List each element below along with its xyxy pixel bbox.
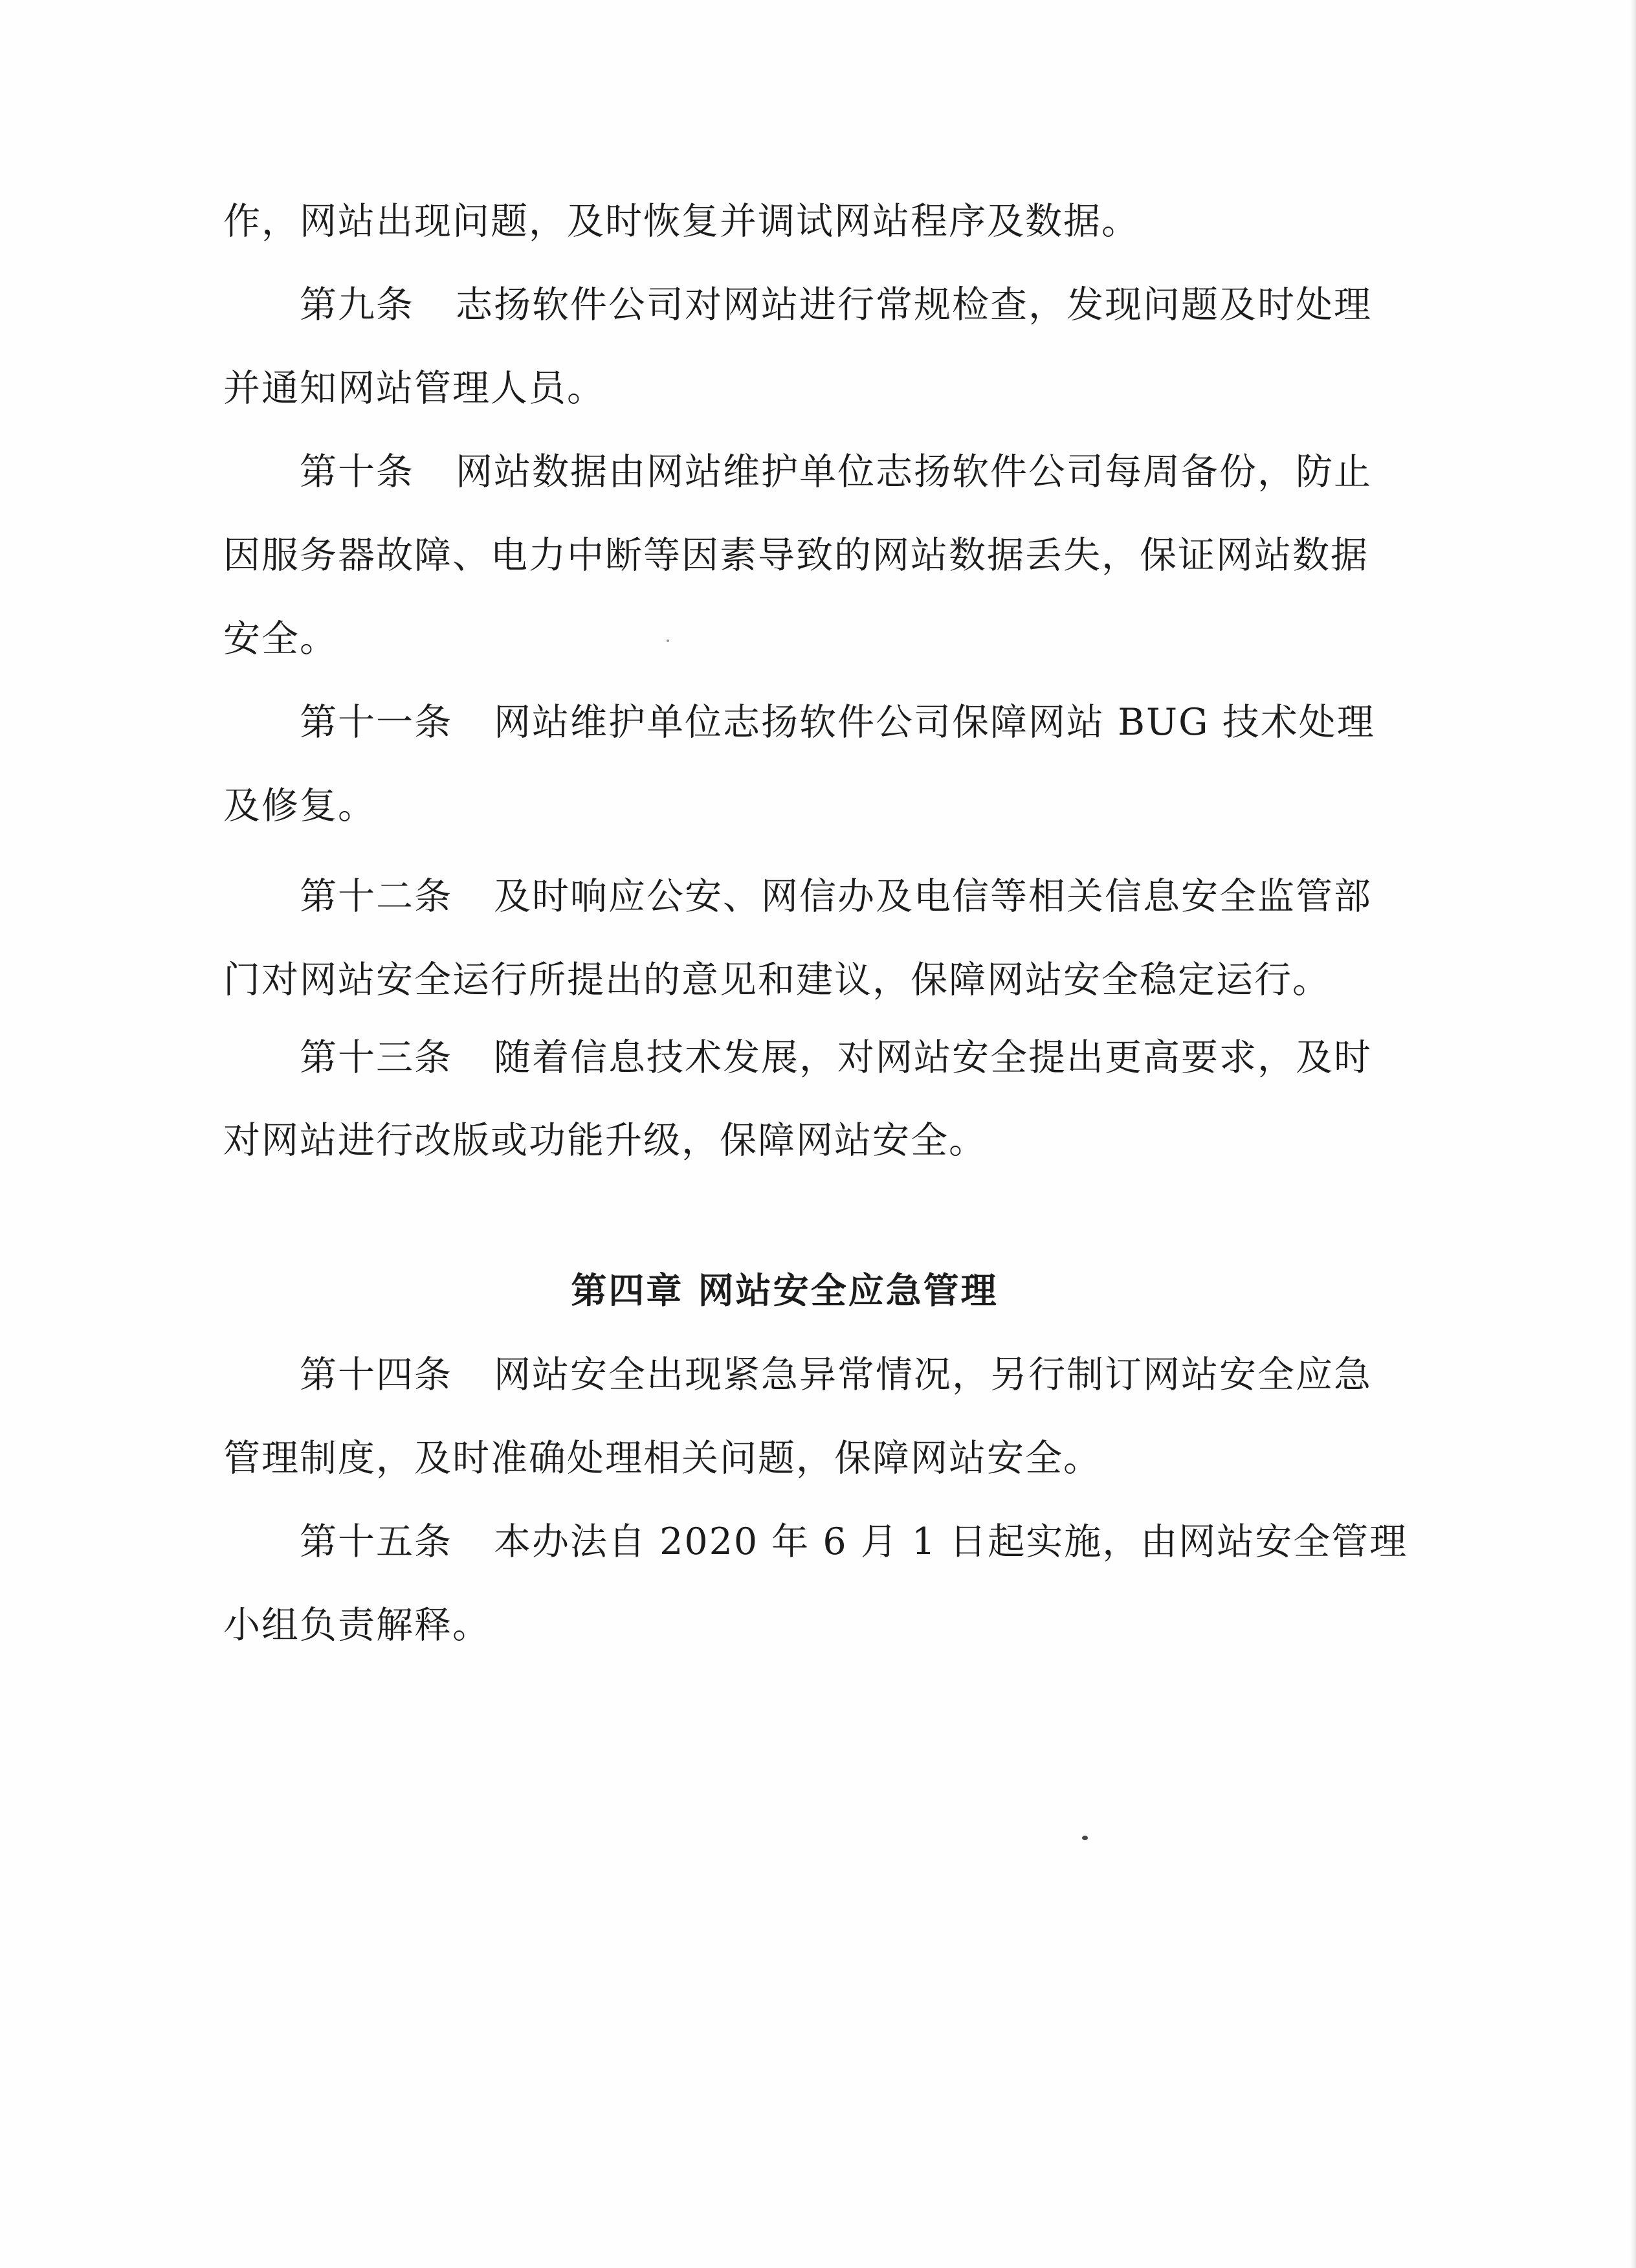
article-label: 第十二条 <box>300 875 452 918</box>
article-text: 及修复。 <box>223 784 376 827</box>
article-label: 第十四条 <box>300 1353 452 1396</box>
article-line <box>223 534 1369 577</box>
article-line <box>223 1119 1346 1162</box>
article-label: 第十一条 <box>300 701 452 744</box>
article-label: 第十三条 <box>300 1036 452 1079</box>
article-text: 因服务器故障、电力中断等因素导致的网站数据丢失，保证网站数据 <box>223 534 1369 577</box>
article-line <box>223 367 1346 410</box>
article-line <box>223 959 1331 1001</box>
article-text: 对网站进行改版或功能升级，保障网站安全。 <box>223 1119 987 1162</box>
article-line <box>223 701 1375 744</box>
article-text: 安全。 <box>223 617 338 660</box>
article-line <box>223 284 1372 326</box>
article-line <box>223 1353 1372 1396</box>
article-line <box>223 1604 1346 1647</box>
article-label: 第九条 <box>300 284 414 326</box>
article-line <box>223 1520 1408 1563</box>
article-text: 管理制度，及时准确处理相关问题，保障网站安全。 <box>223 1437 1101 1480</box>
article-line <box>223 875 1372 918</box>
scan-speck <box>1082 1836 1088 1840</box>
chapter-heading: 第四章 网站安全应急管理 <box>571 1270 999 1311</box>
article-label: 第十五条 <box>300 1520 452 1563</box>
article-line <box>223 1036 1372 1079</box>
article-text: 小组负责解释。 <box>223 1604 491 1647</box>
article-text: 网站安全出现紧急异常情况，另行制订网站安全应急 <box>494 1353 1372 1396</box>
continuation-text: 作，网站出现问题，及时恢复并调试网站程序及数据。 <box>223 200 1140 243</box>
article-line <box>223 617 1346 660</box>
article-text: 网站维护单位志扬软件公司保障网站 BUG 技术处理 <box>494 701 1375 744</box>
paragraph-line <box>223 200 1346 243</box>
article-line <box>223 1437 1346 1480</box>
article-text: 门对网站安全运行所提出的意见和建议，保障网站安全稳定运行。 <box>223 959 1331 1001</box>
article-text: 志扬软件公司对网站进行常规检查，发现问题及时处理 <box>456 284 1372 326</box>
article-text: 本办法自 2020 年 6 月 1 日起实施，由网站安全管理 <box>494 1520 1408 1563</box>
article-text: 网站数据由网站维护单位志扬软件公司每周备份，防止 <box>456 450 1372 493</box>
scan-edge-shadow <box>1630 0 1636 2268</box>
article-line <box>223 784 1346 827</box>
article-line <box>223 450 1372 493</box>
article-label: 第十条 <box>300 450 414 493</box>
article-text: 随着信息技术发展，对网站安全提出更高要求，及时 <box>494 1036 1372 1079</box>
article-text: 并通知网站管理人员。 <box>223 367 605 410</box>
article-text: 及时响应公安、网信办及电信等相关信息安全监管部 <box>494 875 1372 918</box>
